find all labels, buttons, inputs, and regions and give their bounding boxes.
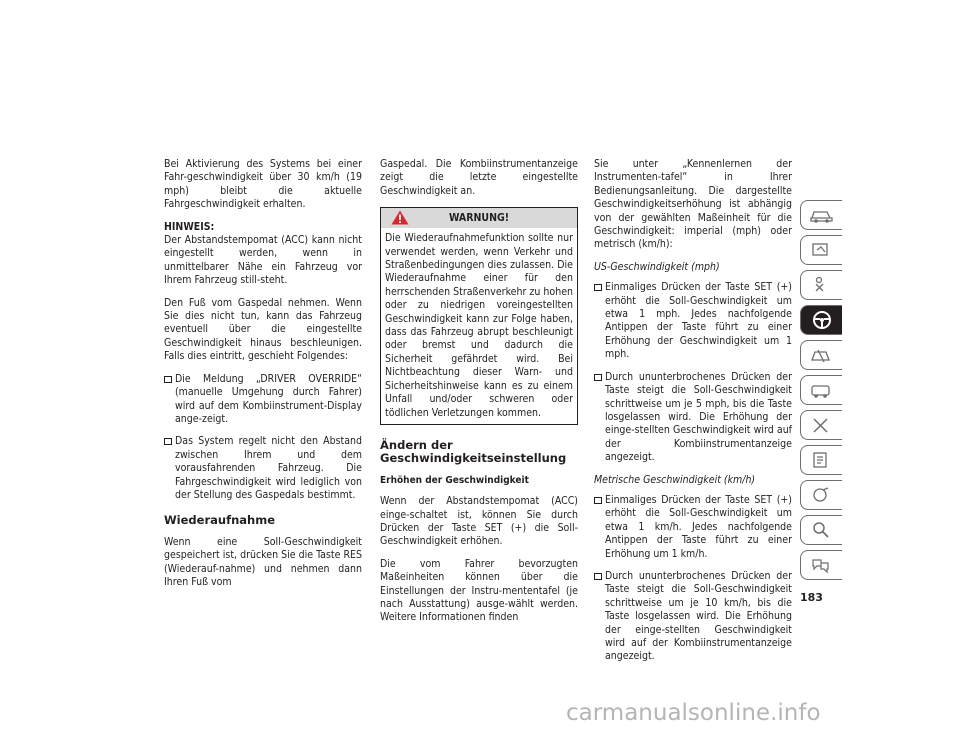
tab-emergency[interactable] (800, 340, 842, 370)
column-left (164, 158, 362, 598)
bullet-box-icon (594, 497, 602, 504)
tab-car-info[interactable] (800, 200, 842, 230)
column-middle (380, 158, 578, 634)
paragraph: Wenn eine Soll-Geschwindigkeit gespeichert ist, drücken Sie die Taste RES (Wiederauf-nahme) und nehmen dann Ihren Fuß vom (164, 535, 362, 588)
steering-wheel-icon (809, 309, 835, 331)
warning-title: WARNUNG! (448, 211, 510, 224)
tab-index-search[interactable] (800, 515, 842, 545)
tab-maintenance[interactable] (800, 410, 842, 440)
tab-seat-safety[interactable] (800, 270, 842, 300)
section-heading: Ändern der Geschwindigkeitseinstellung (380, 437, 567, 466)
warning-box (380, 207, 578, 425)
bullet-text: Durch ununterbrochenes Drücken der Taste steigt die Soll-Geschwindigkeit schrittweise um je 5 mph, bis die Taste losgelassen wird. Die Erhöhung der einge-stellten Geschwindigkeit wird auf der Kombiinstrumentanzeige angezeigt. (605, 370, 792, 464)
bullet-text: Einmaliges Drücken der Taste SET (+) erhöht die Soll-Geschwindigkeit um etwa 1 km/h. Jedes nachfolgende Antippen der Taste führt zu einer Erhöhung um 1 km/h. (605, 493, 792, 560)
warning-lights-icon (809, 241, 835, 259)
multimedia-icon (809, 486, 835, 504)
paragraph: Bei Aktivierung des Systems bei einer Fahr-geschwindigkeit über 30 km/h (19 mph) bleibt die aktuelle Fahrgeschwindigkeit erhalten. (164, 158, 362, 211)
warning-body: Die Wiederaufnahmefunktion sollte nur verwendet werden, wenn Verkehr und Straßenbedingungen dies zulassen. Die Wiederaufnahme einer für den herrschenden Straßenverkehr zu hohen oder zu niedrigen voreingestellten Geschwindigkeit kann zur Folge haben, dass das Fahrzeug abrupt beschleunigt oder bremst und dadurch die Sicherheit gefährdet wird. Bei Nichtbeachtung dieser Warn- und Sicherheitshinweise kann es zu einem Unfall und/oder schweren oder tödlichen Verletzungen kommen. (385, 232, 573, 419)
bullet-item (164, 435, 362, 502)
bullet-text: Die Meldung „DRIVER OVERRIDE“ (manuelle Umgehung durch Fahrer) wird auf dem Kombiinstrument-Display ange-zeigt. (175, 372, 362, 425)
bullet-text: Einmaliges Drücken der Taste SET (+) erhöht die Soll-Geschwindigkeit um etwa 1 mph. Jedes nachfolgende Antippen der Taste führt zu einer Erhöhung der Geschwindigkeit um 1 mph. (605, 281, 792, 361)
us-speed-heading: US-Geschwindigkeit (mph) (594, 260, 720, 273)
car-service-icon (809, 381, 835, 399)
chapter-tab-sidebar (800, 200, 842, 585)
index-search-icon (809, 521, 835, 539)
warning-triangle-icon (391, 210, 409, 225)
bullet-box-icon (594, 284, 602, 291)
hinweis-label: HINWEIS: (164, 220, 215, 233)
paragraph: Wenn der Abstandstempomat (ACC) einge-schaltet ist, können Sie durch Drücken der Taste SET (+) die Soll-Geschwindigkeit erhöhen. (380, 495, 578, 548)
bullet-item (594, 281, 792, 361)
column-right (594, 158, 792, 673)
emergency-icon (809, 346, 835, 364)
section-heading: Wiederaufnahme (164, 513, 275, 528)
bullet-box-icon (594, 374, 602, 381)
specifications-icon (809, 451, 835, 469)
tab-car-service[interactable] (800, 375, 842, 405)
metric-speed-heading: Metrische Geschwindigkeit (km/h) (594, 473, 756, 486)
tab-steering-wheel-active[interactable] (800, 305, 842, 335)
tab-multimedia[interactable] (800, 480, 842, 510)
paragraph: Der Abstandstempomat (ACC) kann nicht eingestellt werden, wenn in unmittelbarer Nähe ein Fahrzeug vor Ihrem Fahrzeug still-steht. (164, 234, 362, 287)
paragraph: Sie unter „Kennenlernen der Instrumenten-tafel“ in Ihrer Bedienungsanleitung. Die dargestellte Geschwindigkeitserhöhung ist abhängig von der gewählten Maßeinheit für die Geschwindigkeit: imperial (mph) oder metrisch (km/h): (594, 158, 792, 251)
maintenance-icon (809, 416, 835, 434)
paragraph: Die vom Fahrer bevorzugten Maßeinheiten können über die Einstellungen der Instru-mententafel (je nach Ausstattung) ausge-wählt werden. Weitere Informationen finden (380, 557, 578, 624)
subsection-heading: Erhöhen der Geschwindigkeit (380, 474, 529, 486)
tab-warning-lights[interactable] (800, 235, 842, 265)
bullet-item (164, 373, 362, 427)
bullet-item (594, 570, 792, 664)
bullet-box-icon (164, 438, 172, 445)
tab-languages[interactable] (800, 550, 842, 580)
warning-header (381, 208, 577, 228)
tab-specifications[interactable] (800, 445, 842, 475)
bullet-item (594, 371, 792, 465)
car-info-icon (809, 206, 835, 224)
bullet-text: Durch ununterbrochenes Drücken der Taste steigt die Soll-Geschwindigkeit schrittweise um je 10 km/h, bis die Taste losgelassen wird. Die Erhöhung der einge-stellten Geschwindigkeit wird auf der Kombiinstrumentanzeige angezeigt. (605, 569, 792, 663)
bullet-item (594, 494, 792, 561)
bullet-box-icon (594, 573, 602, 580)
watermark: carmanualsonline.info (566, 700, 821, 726)
paragraph: Den Fuß vom Gaspedal nehmen. Wenn Sie dies nicht tun, kann das Fahrzeug eventuell über die eingestellte Geschwindigkeit hinaus beschleunigen. Falls dies eintritt, geschieht Folgendes: (164, 296, 362, 363)
page-number: 183 (800, 591, 823, 604)
bullet-text: Das System regelt nicht den Abstand zwischen Ihrem und dem vorausfahrenden Fahrzeug. Die Fahrgeschwindigkeit wird lediglich von der Stellung des Gaspedals bestimmt. (175, 435, 362, 501)
paragraph: Gaspedal. Die Kombiinstrumentanzeige zeigt die letzte eingestellte Geschwindigkeit an. (380, 158, 578, 197)
languages-icon (809, 556, 835, 574)
bullet-box-icon (164, 376, 172, 383)
seat-safety-icon (809, 276, 835, 294)
